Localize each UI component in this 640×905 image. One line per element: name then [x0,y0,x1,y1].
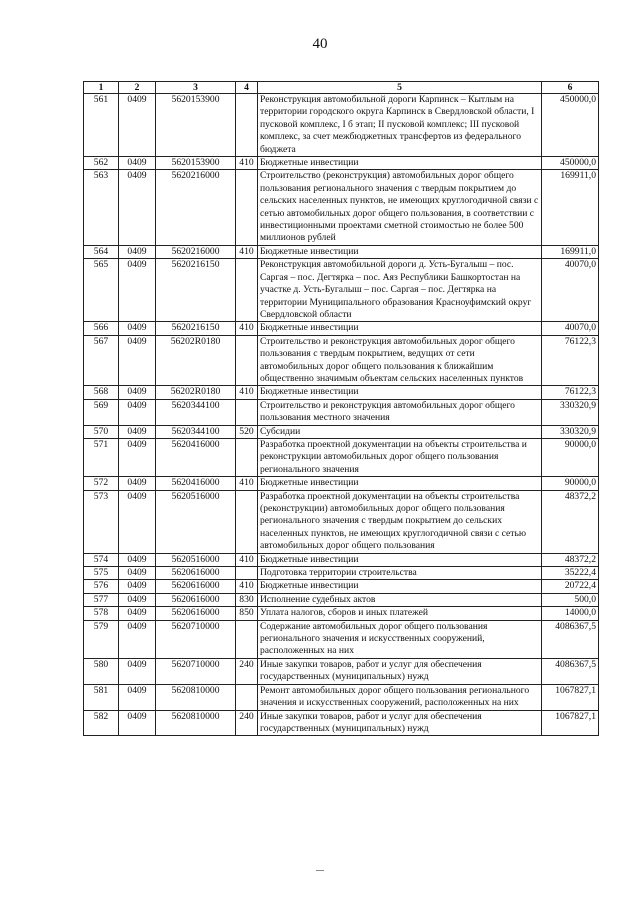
target-code: 5620616000 [156,593,236,606]
section-code: 0409 [119,553,156,566]
row-amount: 4086367,5 [542,620,599,658]
row-amount: 76122,3 [542,386,599,399]
section-code: 0409 [119,593,156,606]
row-amount: 20722,4 [542,580,599,593]
target-code: 56202R0180 [156,386,236,399]
row-number: 565 [84,259,119,322]
row-description: Уплата налогов, сборов и иных платежей [258,607,542,620]
target-code: 5620710000 [156,620,236,658]
row-number: 571 [84,438,119,476]
row-number: 572 [84,477,119,490]
table-row [84,658,599,684]
expense-type [236,490,258,553]
row-description: Разработка проектной документации на объекты строительства (реконструкции) автомобильных дорог общего пользования регионального значения с твердым покрытием до сельских населенных пунктов, не имеющих круглогодичной связи с сетью автомобильных дорог общего пользования [258,490,542,553]
target-code: 5620153900 [156,157,236,170]
expense-type: 410 [236,477,258,490]
row-amount: 48372,2 [542,490,599,553]
expense-type [236,94,258,157]
table-row [84,710,599,736]
section-code: 0409 [119,710,156,736]
row-description: Бюджетные инвестиции [258,477,542,490]
section-code: 0409 [119,322,156,335]
table-row [84,157,599,170]
expense-type: 240 [236,658,258,684]
row-description: Бюджетные инвестиции [258,386,542,399]
target-code: 5620516000 [156,553,236,566]
header-col-5: 5 [258,82,542,94]
expense-type: 520 [236,425,258,438]
row-amount: 35222,4 [542,567,599,580]
row-number: 578 [84,607,119,620]
row-number: 576 [84,580,119,593]
header-col-2: 2 [119,82,156,94]
row-amount: 40070,0 [542,259,599,322]
table-row [84,335,599,386]
row-amount: 14000,0 [542,607,599,620]
row-description: Бюджетные инвестиции [258,245,542,258]
target-code: 5620216150 [156,322,236,335]
row-amount: 450000,0 [542,157,599,170]
table-row [84,399,599,425]
table-row [84,580,599,593]
row-amount: 40070,0 [542,322,599,335]
expense-type [236,170,258,245]
row-description: Ремонт автомобильных дорог общего пользования регионального значения и искусственных сооружений, расположенных на них [258,684,542,710]
row-amount: 169911,0 [542,245,599,258]
row-number: 577 [84,593,119,606]
table-row [84,170,599,245]
expense-type: 410 [236,322,258,335]
expense-type [236,684,258,710]
row-description: Строительство и реконструкция автомобильных дорог общего пользования с твердым покрытием, ведущих от сети автомобильных дорог общего пользования к ближайшим общественно значимым объектам сельских населенных пунктов [258,335,542,386]
row-amount: 1067827,1 [542,684,599,710]
row-description: Исполнение судебных актов [258,593,542,606]
expense-type [236,335,258,386]
row-number: 561 [84,94,119,157]
expense-type: 850 [236,607,258,620]
table-row [84,490,599,553]
table-row [84,620,599,658]
table-row [84,94,599,157]
row-description: Подготовка территории строительства [258,567,542,580]
row-description: Реконструкция автомобильной дороги д. Усть-Бугалыш – пос. Саргая – пос. Дегтярка – пос. Аяз Республики Башкортостан на участке д. Усть-Бугалыш – пос. Саргая – пос. Дегтярка на территории Муниципального образования Красноуфимский округ Свердловской области [258,259,542,322]
row-amount: 450000,0 [542,94,599,157]
row-number: 566 [84,322,119,335]
row-amount: 330320,9 [542,399,599,425]
target-code: 56202R0180 [156,335,236,386]
expense-type [236,620,258,658]
row-number: 574 [84,553,119,566]
target-code: 5620416000 [156,438,236,476]
table-body [84,94,599,736]
row-amount: 48372,2 [542,553,599,566]
table-row [84,567,599,580]
row-description: Субсидии [258,425,542,438]
table-row [84,607,599,620]
section-code: 0409 [119,157,156,170]
row-amount: 1067827,1 [542,710,599,736]
row-number: 573 [84,490,119,553]
row-amount: 330320,9 [542,425,599,438]
table-row [84,322,599,335]
target-code: 5620153900 [156,94,236,157]
row-amount: 76122,3 [542,335,599,386]
row-number: 564 [84,245,119,258]
expense-type: 410 [236,386,258,399]
row-description: Иные закупки товаров, работ и услуг для обеспечения государственных (муниципальных) нужд [258,710,542,736]
table-row [84,259,599,322]
header-col-6: 6 [542,82,599,94]
table-row [84,438,599,476]
section-code: 0409 [119,477,156,490]
row-number: 563 [84,170,119,245]
row-number: 579 [84,620,119,658]
section-code: 0409 [119,607,156,620]
section-code: 0409 [119,335,156,386]
expense-type: 240 [236,710,258,736]
row-description: Бюджетные инвестиции [258,157,542,170]
expense-type: 830 [236,593,258,606]
expense-type [236,259,258,322]
target-code: 5620344100 [156,425,236,438]
target-code: 5620216000 [156,170,236,245]
target-code: 5620216000 [156,245,236,258]
section-code: 0409 [119,658,156,684]
target-code: 5620616000 [156,567,236,580]
section-code: 0409 [119,245,156,258]
section-code: 0409 [119,490,156,553]
target-code: 5620810000 [156,710,236,736]
expense-type: 410 [236,157,258,170]
row-amount: 500,0 [542,593,599,606]
table-row [84,593,599,606]
target-code: 5620616000 [156,607,236,620]
row-amount: 90000,0 [542,438,599,476]
table-header [84,82,599,94]
row-number: 580 [84,658,119,684]
table-row [84,386,599,399]
row-number: 570 [84,425,119,438]
section-code: 0409 [119,567,156,580]
target-code: 5620616000 [156,580,236,593]
row-description: Реконструкция автомобильной дороги Карпинск – Кытлым на территории городского округа Карпинск в Свердловской области, I пусковой комплекс, I б этап; II пусковой комплекс; III пусковой комплекс, за счет межбюджетных трансфертов из федерального бюджета [258,94,542,157]
row-description: Строительство (реконструкция) автомобильных дорог общего пользования регионального значения с твердым покрытием до сельских населенных пунктов, не имеющих круглогодичной связи с сетью автомобильных дорог общего пользования, в соответствии с инвестиционными проектами сметной стоимостью не более 500 миллионов рублей [258,170,542,245]
table-row [84,245,599,258]
row-number: 562 [84,157,119,170]
row-description: Бюджетные инвестиции [258,580,542,593]
expense-type [236,399,258,425]
row-number: 581 [84,684,119,710]
row-description: Иные закупки товаров, работ и услуг для обеспечения государственных (муниципальных) нужд [258,658,542,684]
section-code: 0409 [119,620,156,658]
budget-table [83,81,599,736]
row-number: 567 [84,335,119,386]
page-number: 40 [312,36,328,52]
section-code: 0409 [119,259,156,322]
row-amount: 90000,0 [542,477,599,490]
section-code: 0409 [119,399,156,425]
section-code: 0409 [119,684,156,710]
expense-type [236,438,258,476]
row-number: 582 [84,710,119,736]
row-description: Бюджетные инвестиции [258,553,542,566]
row-description: Строительство и реконструкция автомобильных дорог общего пользования местного значения [258,399,542,425]
target-code: 5620516000 [156,490,236,553]
row-amount: 169911,0 [542,170,599,245]
section-code: 0409 [119,386,156,399]
section-code: 0409 [119,425,156,438]
header-col-4: 4 [236,82,258,94]
target-code: 5620344100 [156,399,236,425]
section-code: 0409 [119,438,156,476]
row-number: 569 [84,399,119,425]
header-col-3: 3 [156,82,236,94]
row-amount: 4086367,5 [542,658,599,684]
row-description: Разработка проектной документации на объекты строительства и реконструкции автомобильных дорог общего пользования регионального значения [258,438,542,476]
target-code: 5620710000 [156,658,236,684]
table-row [84,425,599,438]
section-code: 0409 [119,580,156,593]
row-number: 575 [84,567,119,580]
header-col-1: 1 [84,82,119,94]
table-row [84,684,599,710]
table-row [84,477,599,490]
expense-type: 410 [236,580,258,593]
row-description: Бюджетные инвестиции [258,322,542,335]
target-code: 5620810000 [156,684,236,710]
footer-mark [316,870,324,871]
target-code: 5620416000 [156,477,236,490]
expense-type [236,567,258,580]
expense-type: 410 [236,245,258,258]
section-code: 0409 [119,94,156,157]
row-description: Содержание автомобильных дорог общего пользования регионального значения и искусственных сооружений, расположенных на них [258,620,542,658]
row-number: 568 [84,386,119,399]
table-row [84,553,599,566]
section-code: 0409 [119,170,156,245]
expense-type: 410 [236,553,258,566]
target-code: 5620216150 [156,259,236,322]
header-row [84,82,599,94]
